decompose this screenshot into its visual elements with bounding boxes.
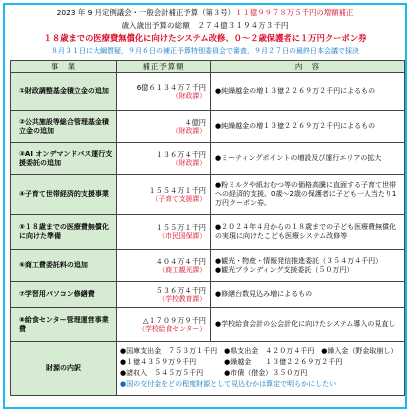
table-row xyxy=(11,111,405,143)
project-name: ⑧給食センター管理運営事業費 xyxy=(11,308,117,342)
header xyxy=(5,5,405,62)
project-amount xyxy=(117,308,211,342)
budget-table xyxy=(10,60,405,396)
department: （子育て支援課） xyxy=(151,194,206,203)
project-amount xyxy=(117,282,211,308)
department: （財政課） xyxy=(172,126,206,135)
headline-highlight: １８歳までの医療費無償化に向けたシステム改修、０〜２歳保護者に１万円クーポン券 xyxy=(43,33,367,43)
table-row xyxy=(11,143,405,175)
amount-value: ４０４万４千円 xyxy=(155,256,206,266)
project-amount xyxy=(117,143,211,175)
col-header-project: 事 業 xyxy=(11,61,117,73)
project-name: ②公共施設等総合管理基金積立金の追加 xyxy=(11,111,117,143)
table-row xyxy=(11,250,405,282)
project-name: ①財政調整基金積立金の追加 xyxy=(11,73,117,111)
finance-row xyxy=(11,342,405,396)
project-amount xyxy=(117,215,211,250)
project-name: ③AI オンデマンドバス運行支援委託の追加 xyxy=(11,143,117,175)
table-row xyxy=(11,282,405,308)
session-title: 2023 年 9 月定例議会・一般会計補正予算（第３号） xyxy=(56,8,236,17)
department: （学校給食センター） xyxy=(138,324,206,333)
amount-value: １５５４万１千円 xyxy=(148,185,206,195)
project-amount xyxy=(117,250,211,282)
project-description: ●純繰越金の増１３億２２６９万２千円によるもの xyxy=(211,111,405,143)
amount-value: △１７０９万９千円 xyxy=(142,315,206,325)
amount-value: 6億６１３４万７千円 xyxy=(136,82,206,92)
finance-line: ●１億４３５９万９千円 ●繰越金 １３億２２６９万２千円 xyxy=(120,357,343,366)
finance-line: ●国庫支出金 ７５３万１千円 ●県支出金 ４２０万４千円 ●繰入金（野金取崩し） xyxy=(120,346,398,355)
amount-value: ４億円 xyxy=(184,117,206,127)
budget-summary-page xyxy=(3,3,407,409)
department: （財政課） xyxy=(172,91,206,100)
finance-note: ●国の交付金をどの程度財源として見込むかは算定で明らかにしたい xyxy=(120,379,337,388)
table-header-row xyxy=(11,61,405,73)
project-description: ●観光・物産・情報発信推進委託（３５４万４千円） ●観光ブランディング支援委託（５０万円） xyxy=(211,250,405,282)
header-line-1 xyxy=(5,8,405,17)
table-row xyxy=(11,308,405,342)
col-header-content: 内 容 xyxy=(211,61,405,73)
project-description: ●学校給食会計の公会計化に向けたシステム導入の見直し xyxy=(211,308,405,342)
finance-breakdown xyxy=(117,342,405,396)
increase-amount: １１億９９７８万５千円の増額補正 xyxy=(235,8,354,17)
project-description: ●２０２４年４月からの１８歳までの子ども医療費無償化の実現に向けたこども医療システム改修等 xyxy=(211,215,405,250)
project-amount xyxy=(117,111,211,143)
table-row xyxy=(11,215,405,250)
project-name: ④子育て世帯経済的支援事業 xyxy=(11,175,117,215)
table-row xyxy=(11,175,405,215)
department: （商工観光課） xyxy=(158,265,206,274)
project-description: ●粉ミルクや紙おむつ等の価格高騰に直面する子育て世帯への経済的支援。0歳～2歳の保護者に子ども一人当たり1万円クーポン券。 xyxy=(211,175,405,215)
project-name: ⑤１８歳までの医療費無償化に向けた準備 xyxy=(11,215,117,250)
col-header-amount: 補正予算額 xyxy=(117,61,211,73)
department: （学校教育課） xyxy=(158,294,206,303)
finance-line: ●諸収入 ５４５万５千円 ●市債（借金）３５０万円 xyxy=(120,368,308,377)
table-row xyxy=(11,73,405,111)
project-amount xyxy=(117,73,211,111)
department: （財政課） xyxy=(172,158,206,167)
amount-value: ５３６万４千円 xyxy=(155,285,206,295)
project-description: ●純繰越金の増１３億２２６９万２千円によるもの xyxy=(211,73,405,111)
project-description: ●ミーティングポイントの増設及び運行エリアの拡大 xyxy=(211,143,405,175)
project-name: ⑦学習用パソコン修繕費 xyxy=(11,282,117,308)
department: （市民国保課） xyxy=(158,232,206,241)
project-amount xyxy=(117,175,211,215)
project-description: ●修繕台数見込み増によるもの xyxy=(211,282,405,308)
amount-value: １３６万４千円 xyxy=(155,149,206,159)
finance-label: 財源の内訳 xyxy=(11,342,117,396)
project-name: ⑥商工費委託料の追加 xyxy=(11,250,117,282)
budget-total: 歳入歳出予算の総額 ２７４億３１９４万３千円 xyxy=(121,21,289,30)
amount-value: １５５万１千円 xyxy=(155,223,206,233)
schedule-note: ８月３１日に大綱質疑，９月６日の補正予算特別委員会で審査，９月２７日の最終日本会議で採決 xyxy=(51,47,359,55)
